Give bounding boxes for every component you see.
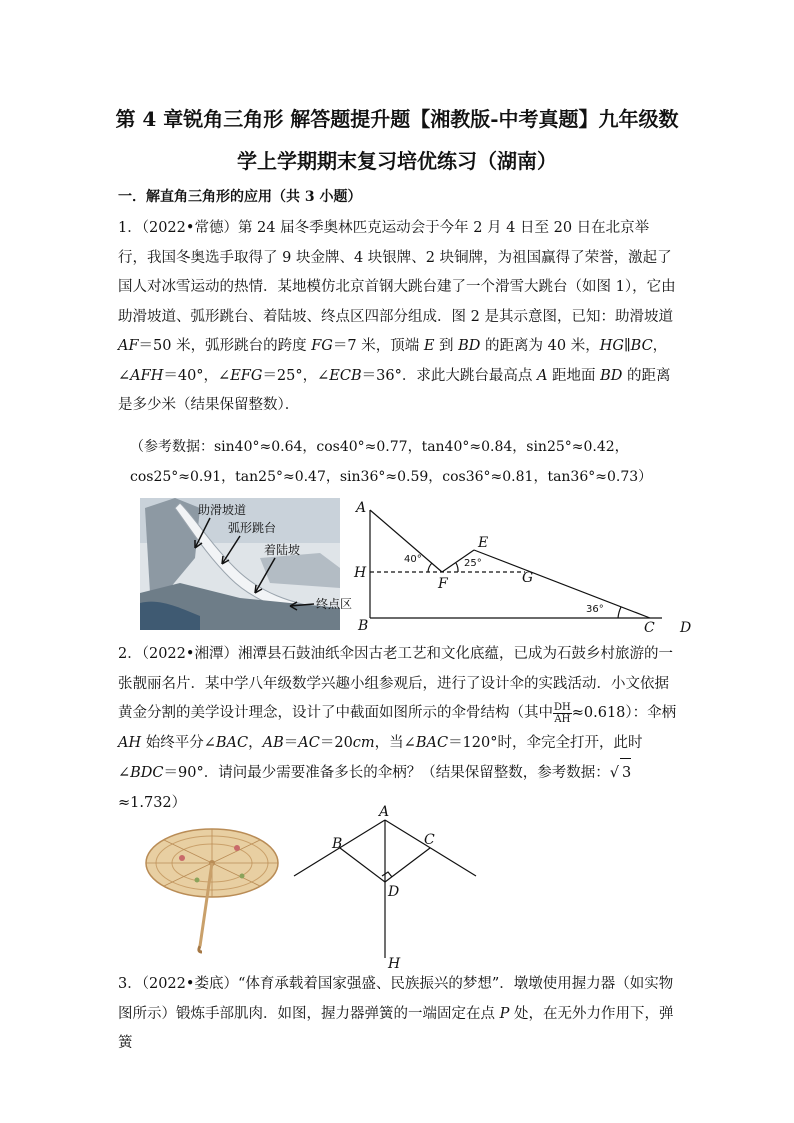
question-1-number: 1．: [118, 220, 142, 236]
question-3-body: “体育承载着国家强盛、民族振兴的梦想”．墩墩使用握力器（如实物图所示）锻炼手部肌肉．如图，握力器弹簧的一端固定在点: [118, 976, 674, 1022]
seg: ，∠: [118, 338, 668, 384]
var: HG: [599, 338, 624, 354]
umbrella-frame-diagram: [290, 806, 480, 970]
point-label-h: H: [388, 956, 401, 972]
label-ramp: 助滑坡道: [198, 503, 247, 517]
point-label-b: B: [332, 836, 343, 852]
question-1-text: [118, 214, 678, 421]
var: ECB: [329, 367, 362, 384]
seg: ∥: [623, 338, 631, 354]
question-3-number: 3．: [118, 976, 142, 992]
seg: ＝40°，∠: [163, 367, 231, 384]
var: AB: [262, 734, 284, 751]
point-label-e: E: [478, 535, 489, 551]
var: E: [423, 338, 435, 354]
seg: 处，在无外力作用下，弹簧: [118, 1005, 674, 1051]
rib-right: [385, 820, 476, 876]
seg: ＝20: [319, 734, 353, 751]
sqrt-radicand: 3: [620, 758, 631, 789]
seg: ，当∠: [374, 734, 416, 751]
sqrt-symbol: √: [609, 765, 619, 781]
var: FG: [311, 338, 333, 354]
seg: 的距离为 40 米，: [480, 338, 600, 354]
question-2-body: 湘潭县石鼓油纸伞因古老工艺和文化底蕴，已成为石鼓乡村旅游的一张靓丽名片．某中学八年级数学兴趣小组参观后，进行了设计伞的实践活动．小文依据黄金分割的美学设计理念，设计了中截面如图所示的伞骨结构（其中: [118, 646, 673, 721]
arrow-icon: [255, 558, 275, 593]
point-label-a: A: [356, 500, 367, 516]
seg: 到: [434, 338, 459, 354]
var: BC: [630, 338, 653, 354]
seg: ＝7 米，顶端: [332, 338, 424, 354]
question-3-text: [118, 970, 678, 1059]
fraction-dh-over-ah: [553, 702, 572, 725]
section-heading: 一．解直角三角形的应用（共 3 小题）: [118, 189, 362, 205]
seg: ≈1.732）: [118, 794, 187, 811]
point-label-c: C: [644, 620, 655, 636]
point-label-d: D: [680, 620, 692, 636]
var: AF: [118, 338, 139, 354]
arrow-icon: [195, 518, 210, 548]
seg: ，: [248, 734, 263, 751]
ski-jump-diagram: [350, 500, 690, 635]
var: BDC: [130, 765, 164, 781]
angle-arc-afh: [428, 563, 432, 572]
question-3-source: （2022•娄底）: [141, 976, 238, 992]
seg: 始终平分∠: [141, 734, 216, 751]
seg: 的距离是多少米（结果保留整数）．: [118, 367, 671, 413]
ski-jump-photo-labels: [140, 498, 353, 630]
var: BAC: [415, 734, 449, 751]
point-label-h: H: [354, 565, 367, 581]
question-1-body: 第 24 届冬季奥林匹克运动会于今年 2 月 4 日至 20 日在北京举行，我国冬奥选手取得了 9 块金牌、4 块银牌、2 块铜牌，为祖国赢得了荣誉，激起了国人对冰雪运动的热情．某地模仿北京首钢大跳台建了一个滑雪大跳台（如图 1），它由助滑坡道、弧形跳台、着陆坡、终点区四部分组成．图 2 是其示意图，已知：助滑坡道: [118, 220, 676, 325]
var: BAC: [215, 734, 249, 751]
fraction-denominator: AH: [554, 713, 571, 725]
angle-arc-ecb: [618, 607, 621, 618]
angle-label-25: 25°: [464, 558, 482, 569]
fraction-numerator: DH: [554, 701, 571, 713]
var: cm: [352, 734, 375, 751]
question-2-number: 2．: [118, 646, 142, 662]
label-finish-area: 终点区: [316, 597, 353, 611]
document-title-line-2: 学上学期期末复习培优练习（湖南）: [237, 149, 557, 173]
seg: ＝25°，∠: [262, 367, 330, 384]
label-landing-slope: 着陆坡: [264, 543, 301, 557]
var: AH: [118, 734, 142, 751]
point-label-c: C: [424, 832, 435, 848]
label-arc-platform: 弧形跳台: [228, 521, 277, 535]
point-label-b: B: [358, 618, 369, 634]
seg: ＝36°．求此大跳台最高点: [361, 367, 537, 384]
var: EFG: [230, 367, 263, 384]
seg: ≈0.618）：伞柄: [571, 705, 677, 721]
question-2-text: [118, 640, 678, 818]
seg: ＝120°时，伞完全打开，此时∠: [118, 734, 643, 781]
umbrella-photo: [142, 818, 282, 953]
point-label-f: F: [438, 576, 448, 592]
point-label-g: G: [522, 570, 534, 586]
angle-arc-efg: [456, 563, 458, 572]
angle-label-36: 36°: [586, 604, 604, 615]
point-label-d: D: [388, 884, 400, 900]
var: BD: [458, 338, 481, 354]
seg: ＝: [283, 734, 299, 751]
var: P: [499, 1005, 510, 1022]
question-1-reference-data: （参考数据：sin40°≈0.64，cos40°≈0.77，tan40°≈0.84，sin25°≈0.42，cos25°≈0.91，tan25°≈0.47，sin36°≈0.59，cos36°≈0.81，tan36°≈0.73）: [130, 439, 653, 485]
seg: ＝90°．请问最少需要准备多长的伞柄？（结果保留整数，参考数据：: [163, 765, 610, 781]
point-label-a: A: [379, 804, 390, 820]
right-angle-mark: [382, 872, 392, 877]
seg: 距地面: [547, 367, 601, 384]
document-title-line-1: 第 4 章锐角三角形 解答题提升题【湘教版-中考真题】九年级数: [115, 107, 679, 131]
segment-ec: [474, 550, 650, 618]
var: A: [536, 367, 548, 384]
seg: ＝50 米，弧形跳台的跨度: [138, 338, 312, 354]
strut-bd: [340, 848, 385, 882]
var: BD: [600, 367, 623, 384]
var: AFH: [130, 367, 164, 384]
angle-label-40: 40°: [404, 554, 422, 565]
question-1-source: （2022•常德）: [141, 220, 238, 236]
var: AC: [298, 734, 320, 751]
arrow-icon: [222, 536, 240, 564]
question-2-source: （2022•湘潭）: [141, 646, 238, 662]
